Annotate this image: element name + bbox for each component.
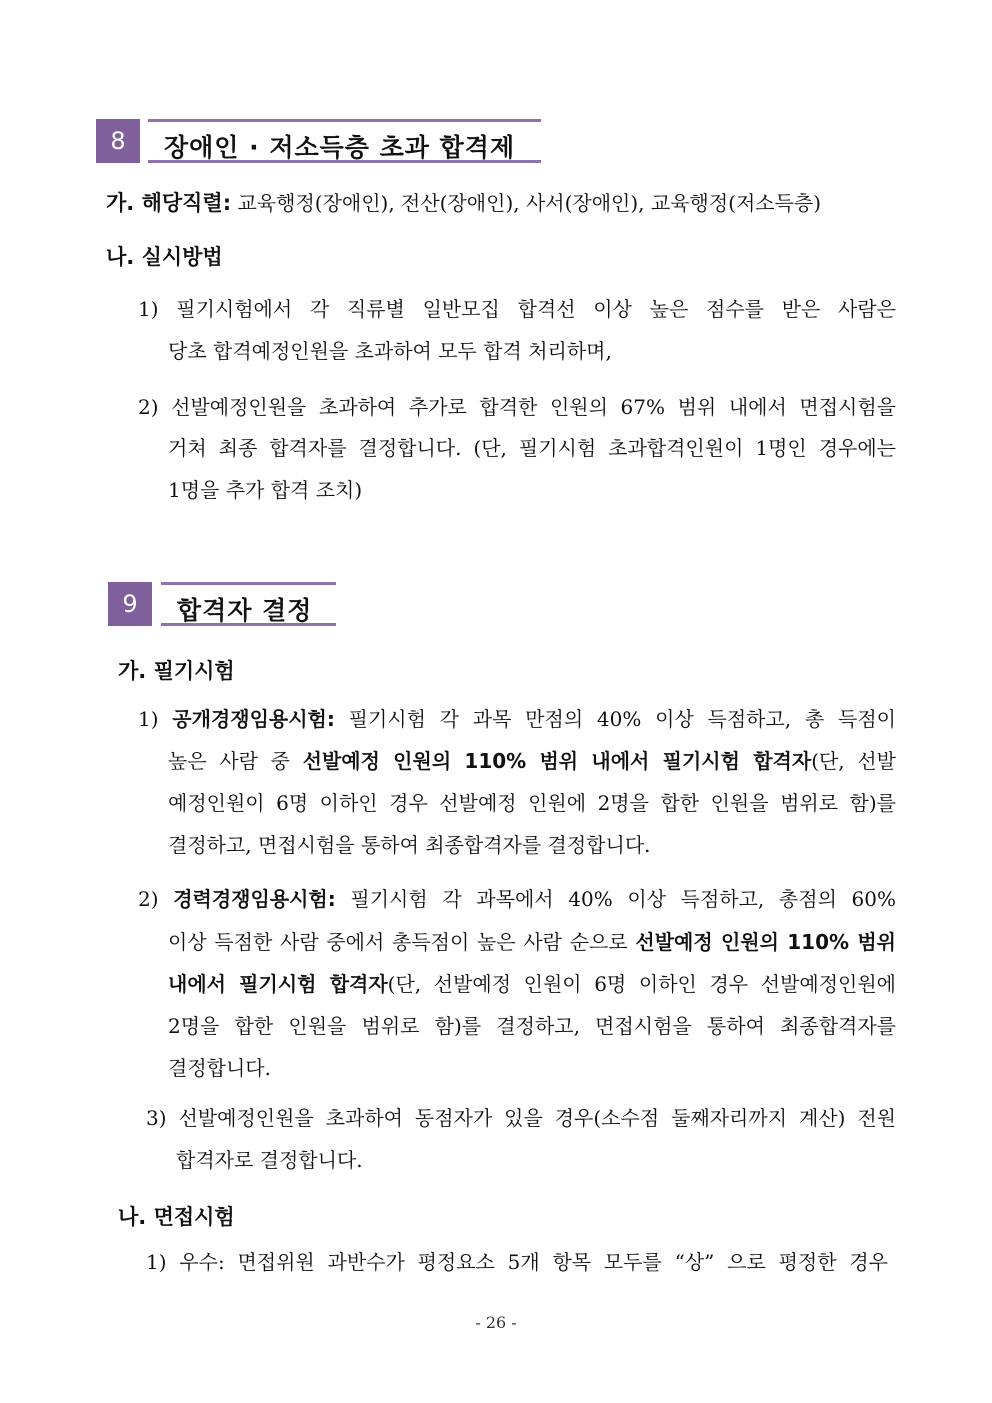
- section8-na-heading: 나. 실시방법: [106, 245, 223, 269]
- s9-p2-line3: [168, 970, 896, 998]
- s9-p1-line1: [138, 705, 896, 733]
- section9-ga-heading: 가. 필기시험: [118, 659, 235, 683]
- s8-item1-line2: 당초 합격예정인원을 초과하여 모두 합격 처리하며,: [168, 339, 612, 363]
- line-text: (단, 선발: [811, 749, 896, 773]
- bold-term: 선발예정 인원의 110% 범위 내에서 필기시험 합격자: [302, 749, 812, 773]
- s8-item2-line1: 2) 선발예정인원을 초과하여 추가로 합격한 인원의 67% 범위 내에서 면접시험을: [138, 395, 896, 419]
- section-title: 장애인 · 저소득층 초과 합격제: [164, 133, 516, 162]
- section-number-badge: 8: [96, 119, 140, 163]
- s9-na-item1: 1) 우수: 면접위원 과반수가 평정요소 5개 항목 모두를 “상” 으로 평정한 경우: [146, 1250, 888, 1274]
- s9-p1-line3: 예정인원이 6명 이하인 경우 선발예정 인원에 2명을 합한 인원을 범위로 함)를: [168, 791, 896, 815]
- s9-p2-line5: 결정합니다.: [168, 1056, 271, 1080]
- bold-term: 내에서 필기시험 합격자: [168, 972, 388, 996]
- line-text: 높은 사람 중: [168, 749, 303, 773]
- s8-item2-line3: 1명을 추가 합격 조치): [168, 478, 363, 502]
- line-text: 이상 득점한 사람 중에서 총득점이 높은 사람 순으로: [168, 930, 636, 954]
- bold-term: 공개경쟁임용시험:: [172, 707, 335, 731]
- section9-na-heading: 나. 면접시험: [118, 1205, 235, 1229]
- bold-term: 선발예정 인원의 110% 범위: [635, 930, 896, 954]
- page-number: - 26 -: [475, 1313, 517, 1332]
- line-text: 필기시험 각 과목에서 40% 이상 득점하고, 총점의 60%: [335, 887, 896, 911]
- bold-term: 경력경쟁임용시험:: [173, 887, 336, 911]
- ga-label: 가. 해당직렬:: [106, 191, 232, 215]
- s9-p2-line4: 2명을 합한 인원을 범위로 함)를 결정하고, 면접시험을 통하여 최종합격자를: [168, 1014, 896, 1038]
- section-number-badge: 9: [108, 582, 152, 626]
- ga-text: 교육행정(장애인), 전산(장애인), 사서(장애인), 교육행정(저소득층): [231, 191, 822, 215]
- section-title: 합격자 결정: [177, 596, 313, 625]
- section8-ga-line: [106, 189, 821, 217]
- s8-item1-line1: 1) 필기시험에서 각 직류별 일반모집 합격선 이상 높은 점수를 받은 사람은: [138, 297, 896, 321]
- s9-p1-line4: 결정하고, 면접시험을 통하여 최종합격자를 결정합니다.: [168, 833, 651, 857]
- s9-p3-line1: 3) 선발예정인원을 초과하여 동점자가 있을 경우(소수점 둘째자리까지 계산) 전원: [146, 1106, 896, 1130]
- s9-p2-line2: [168, 928, 896, 956]
- s9-p1-line2: [168, 747, 896, 775]
- s9-p2-line1: [138, 885, 896, 913]
- section-title-box: [148, 119, 541, 163]
- item-number: 1): [138, 707, 173, 731]
- s8-item2-line2: 거쳐 최종 합격자를 결정합니다. (단, 필기시험 초과합격인원이 1명인 경우에는: [168, 436, 896, 460]
- item-number: 2): [138, 887, 174, 911]
- section-title-box: [161, 582, 336, 626]
- s9-p3-line2: 합격자로 결정합니다.: [176, 1148, 363, 1172]
- line-text: 필기시험 각 과목 만점의 40% 이상 득점하고, 총 득점이: [334, 707, 896, 731]
- line-text: (단, 선발예정 인원이 6명 이하인 경우 선발예정인원에: [387, 972, 896, 996]
